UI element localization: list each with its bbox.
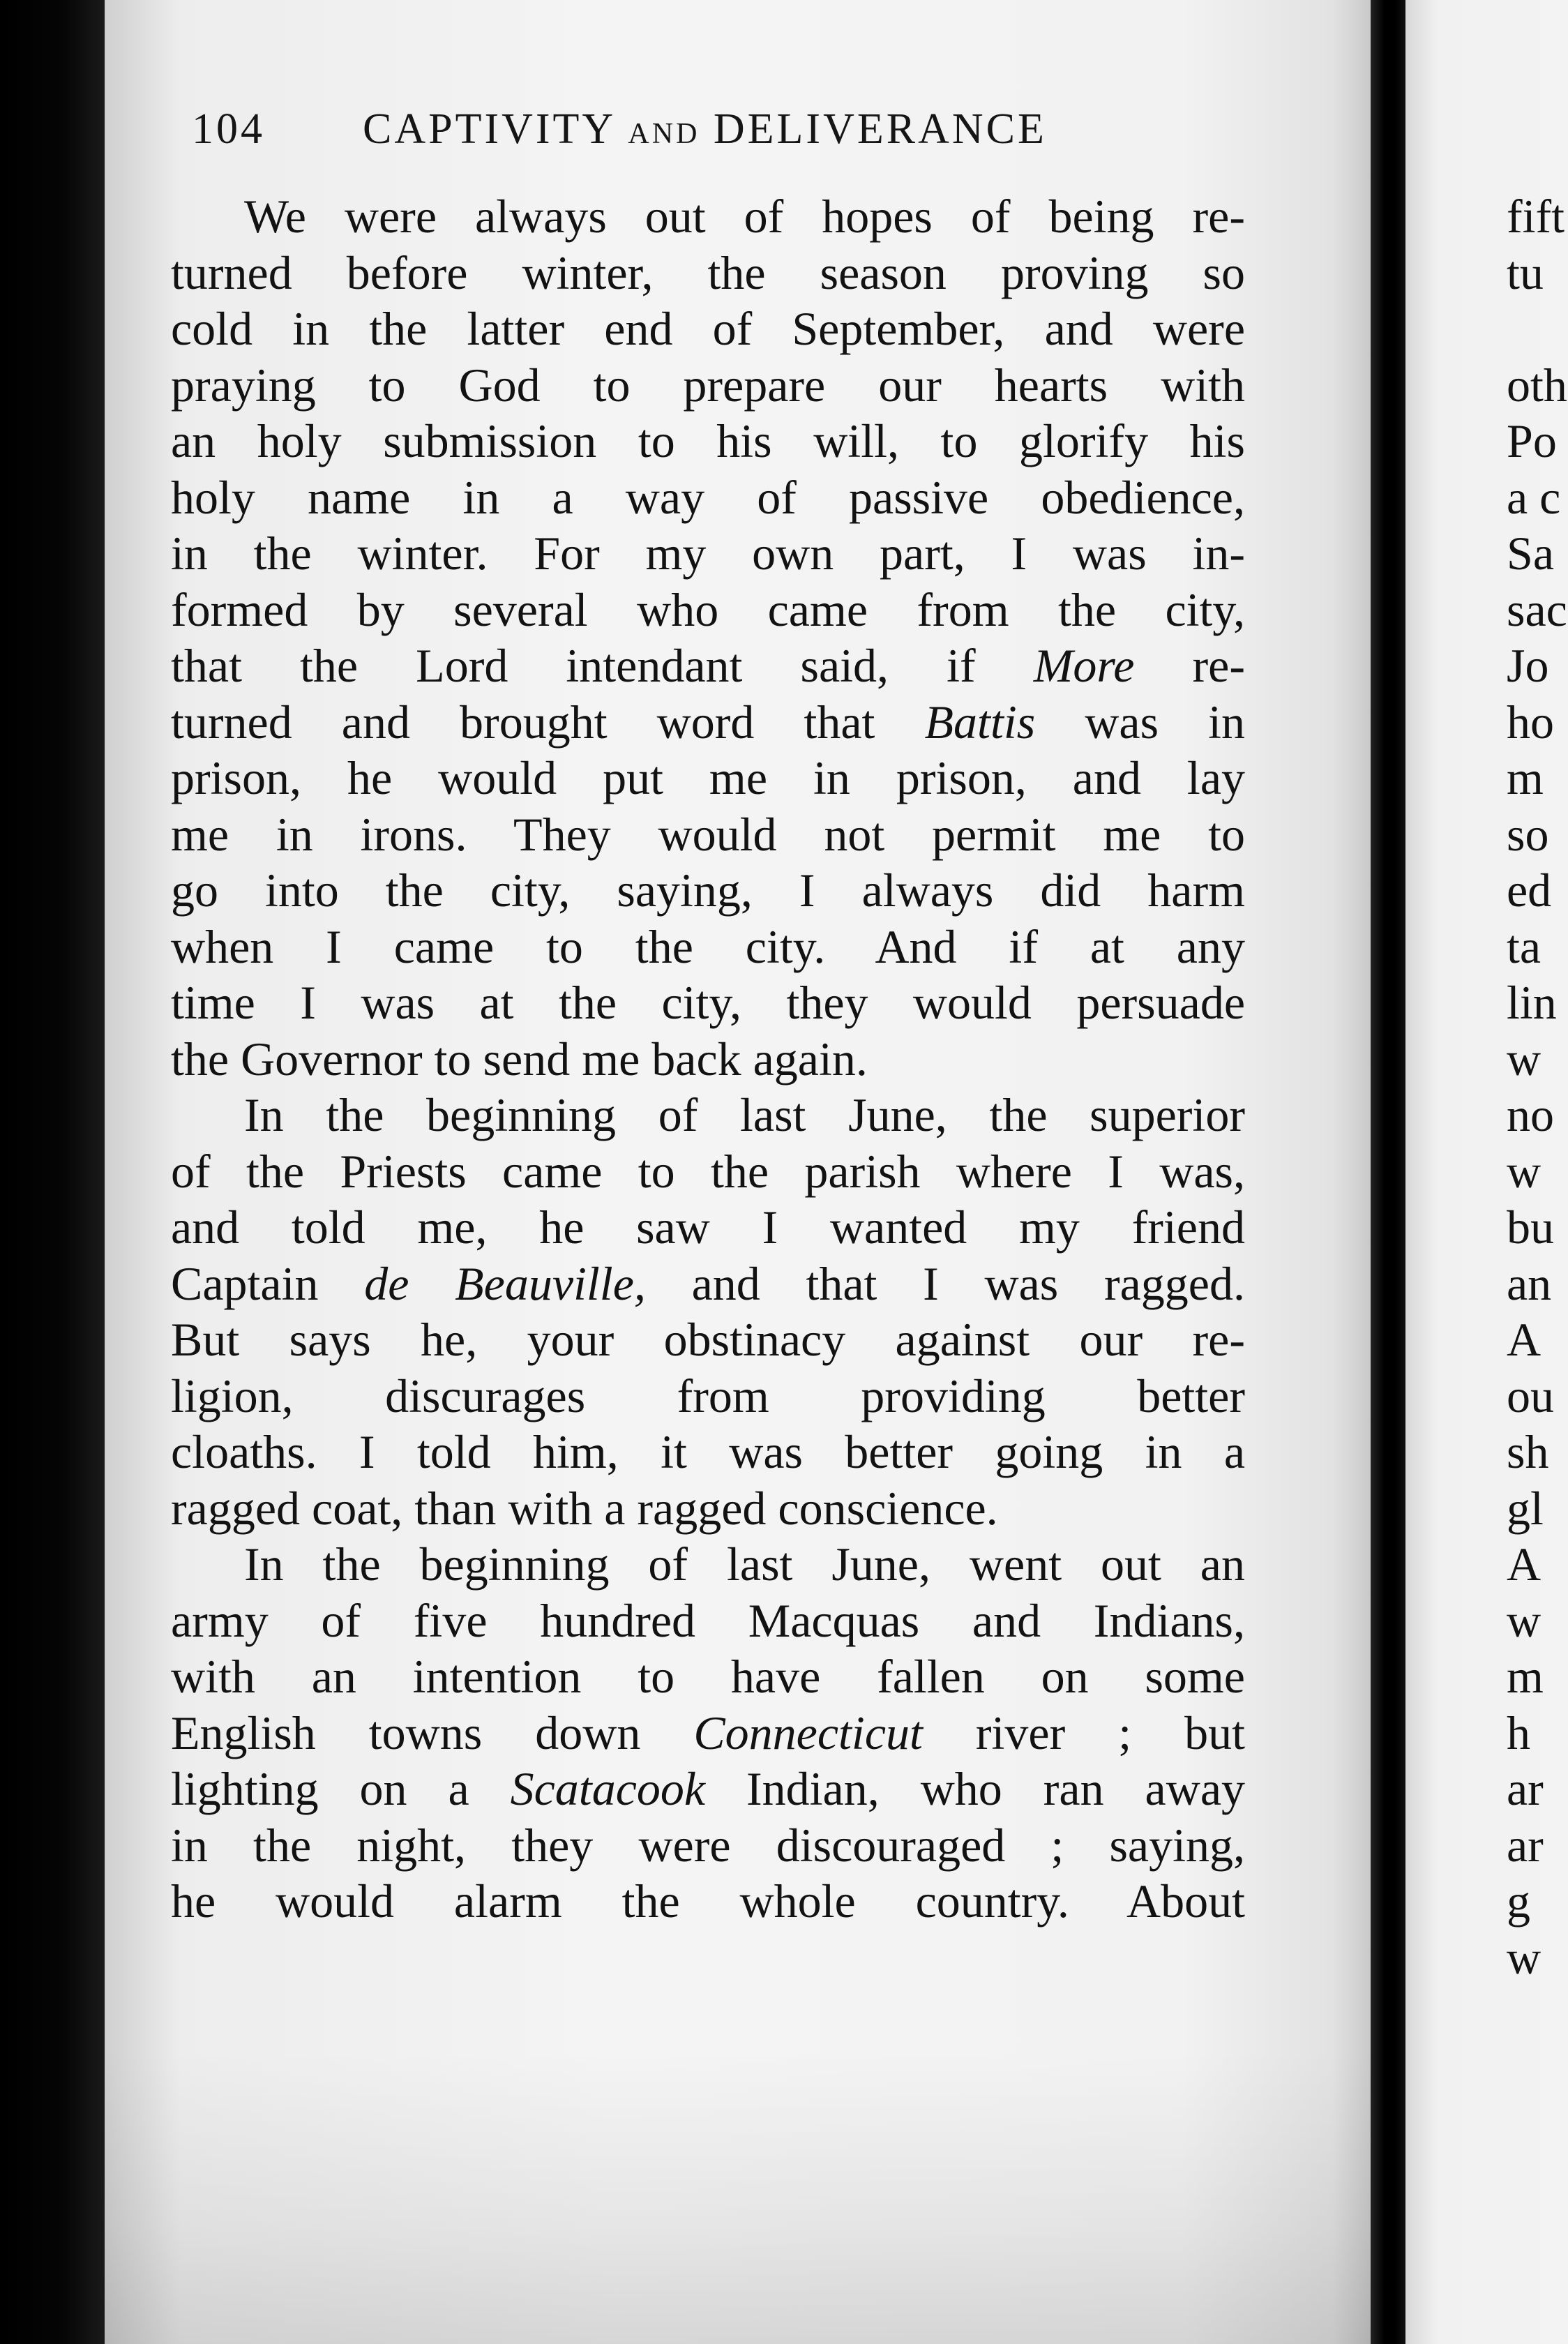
roman-text: In the beginning of last June, the superior: [244, 1088, 1245, 1141]
roman-text: re-: [1134, 639, 1245, 692]
roman-text: formed by several who came from the city,: [171, 583, 1245, 636]
italic-text: Battis: [924, 695, 1036, 749]
facing-line: h: [1507, 1706, 1530, 1759]
facing-line: w: [1507, 1144, 1541, 1198]
text-line: [171, 1087, 1245, 1143]
roman-text: We were always out of hopes of being re-: [244, 190, 1245, 243]
title-part-2: DELIVERANCE: [713, 105, 1047, 153]
book-gutter: [1371, 0, 1405, 2344]
facing-line: ta: [1507, 919, 1541, 973]
text-line: [171, 694, 1245, 751]
facing-line: w: [1507, 1032, 1541, 1085]
text-line: [171, 806, 1245, 863]
roman-text: me in irons. They would not permit me to: [171, 807, 1245, 861]
facing-line: A: [1507, 1538, 1541, 1591]
text-line: [171, 357, 1245, 414]
roman-text: time I was at the city, they would persuade: [171, 976, 1245, 1029]
facing-line: w: [1507, 1593, 1541, 1647]
text-line: [171, 1199, 1245, 1256]
text-line: [171, 750, 1245, 806]
facing-line: gl: [1507, 1481, 1544, 1535]
roman-text: Captain: [171, 1256, 365, 1310]
facing-line: ar: [1507, 1818, 1544, 1872]
text-line: [171, 919, 1245, 975]
text-line: [171, 525, 1245, 582]
roman-text: cold in the latter end of September, and were: [171, 302, 1245, 355]
text-line: [171, 1593, 1245, 1649]
roman-text: turned and brought word that: [171, 695, 925, 749]
text-line: [171, 1480, 1245, 1537]
facing-line: tu: [1507, 246, 1544, 299]
roman-text: in the night, they were discouraged ; saying,: [171, 1818, 1245, 1872]
facing-line: [1507, 301, 1568, 357]
italic-text: More: [1033, 639, 1135, 692]
text-line: [171, 469, 1245, 526]
italic-text: de Beauville,: [364, 1256, 646, 1310]
roman-text: ligion, discurages from providing better: [171, 1369, 1245, 1422]
title-part-1: CAPTIVITY: [363, 105, 615, 153]
facing-line: Jo: [1507, 639, 1549, 692]
roman-text: lighting on a: [171, 1762, 511, 1815]
facing-page-text: [1507, 188, 1568, 1985]
roman-text: In the beginning of last June, went out an: [244, 1538, 1245, 1591]
roman-text: in the winter. For my own part, I was in-: [171, 527, 1245, 580]
roman-text: But says he, your obstinacy against our re-: [171, 1313, 1245, 1366]
text-line: [171, 1143, 1245, 1200]
facing-line: an: [1507, 1256, 1552, 1310]
text-line: [171, 1705, 1245, 1761]
facing-line: so: [1507, 807, 1549, 861]
text-line: [171, 862, 1245, 919]
facing-line: bu: [1507, 1201, 1554, 1254]
text-line: [171, 1761, 1245, 1817]
page-number: 104: [192, 105, 265, 153]
roman-text: prison, he would put me in prison, and lay: [171, 751, 1245, 804]
text-line: [171, 1312, 1245, 1368]
roman-text: holy name in a way of passive obedience,: [171, 470, 1245, 524]
roman-text: was in: [1035, 695, 1245, 749]
facing-line: Po: [1507, 414, 1557, 467]
facing-line: lin: [1507, 976, 1557, 1029]
facing-line: sh: [1507, 1425, 1549, 1478]
facing-line: ed: [1507, 864, 1552, 917]
roman-text: go into the city, saying, I always did harm: [171, 864, 1245, 917]
roman-text: of the Priests came to the parish where I was,: [171, 1144, 1245, 1198]
binding-edge: [0, 0, 105, 2344]
roman-text: river ; but: [922, 1706, 1245, 1759]
facing-line: m: [1507, 751, 1544, 804]
roman-text: and told me, he saw I wanted my friend: [171, 1201, 1245, 1254]
roman-text: with an intention to have fallen on some: [171, 1650, 1245, 1703]
facing-line: a c: [1507, 470, 1561, 524]
roman-text: the Governor to send me back again.: [171, 1032, 868, 1085]
facing-line: m: [1507, 1650, 1544, 1703]
text-line: [171, 1424, 1245, 1480]
facing-line: g: [1507, 1875, 1530, 1928]
roman-text: cloaths. I told him, it was better going in a: [171, 1425, 1245, 1478]
facing-line: sac: [1507, 583, 1567, 636]
italic-text: Connecticut: [693, 1706, 923, 1759]
italic-text: Scatacook: [510, 1762, 706, 1815]
text-line: [171, 1536, 1245, 1593]
roman-text: he would alarm the whole country. About: [171, 1875, 1245, 1928]
facing-line: no: [1507, 1088, 1554, 1141]
roman-text: ragged coat, than with a ragged conscience.: [171, 1481, 998, 1535]
facing-line: w: [1507, 1930, 1541, 1984]
running-title: [363, 105, 1047, 154]
text-line: [171, 245, 1245, 301]
text-line: [171, 975, 1245, 1031]
title-and: AND: [628, 118, 700, 150]
roman-text: that the Lord intendant said, if: [171, 639, 1034, 692]
roman-text: when I came to the city. And if at any: [171, 919, 1245, 973]
facing-line: Sa: [1507, 527, 1554, 580]
facing-line: ho: [1507, 695, 1554, 749]
text-line: [171, 301, 1245, 357]
running-header: [192, 105, 1168, 167]
roman-text: an holy submission to his will, to glorify his: [171, 414, 1245, 467]
facing-line: ou: [1507, 1369, 1554, 1422]
text-line: [171, 1817, 1245, 1874]
roman-text: army of five hundred Macquas and Indians,: [171, 1593, 1245, 1647]
text-line: [171, 1368, 1245, 1425]
body-text: [171, 188, 1245, 1930]
facing-line: ar: [1507, 1762, 1544, 1815]
facing-line: A: [1507, 1313, 1541, 1366]
roman-text: praying to God to prepare our hearts with: [171, 358, 1245, 412]
roman-text: English towns down: [171, 1706, 694, 1759]
roman-text: and that I was ragged.: [645, 1256, 1245, 1310]
roman-text: turned before winter, the season proving so: [171, 246, 1245, 299]
text-line: [171, 582, 1245, 638]
roman-text: Indian, who ran away: [705, 1762, 1245, 1815]
text-line: [171, 188, 1245, 245]
text-line: [171, 1031, 1245, 1088]
text-line: [171, 1873, 1245, 1930]
text-line: [171, 413, 1245, 469]
text-line: [171, 1256, 1245, 1312]
text-line: [171, 638, 1245, 694]
text-line: [171, 1648, 1245, 1705]
facing-line: fift: [1507, 190, 1565, 243]
facing-line: oth: [1507, 358, 1567, 412]
